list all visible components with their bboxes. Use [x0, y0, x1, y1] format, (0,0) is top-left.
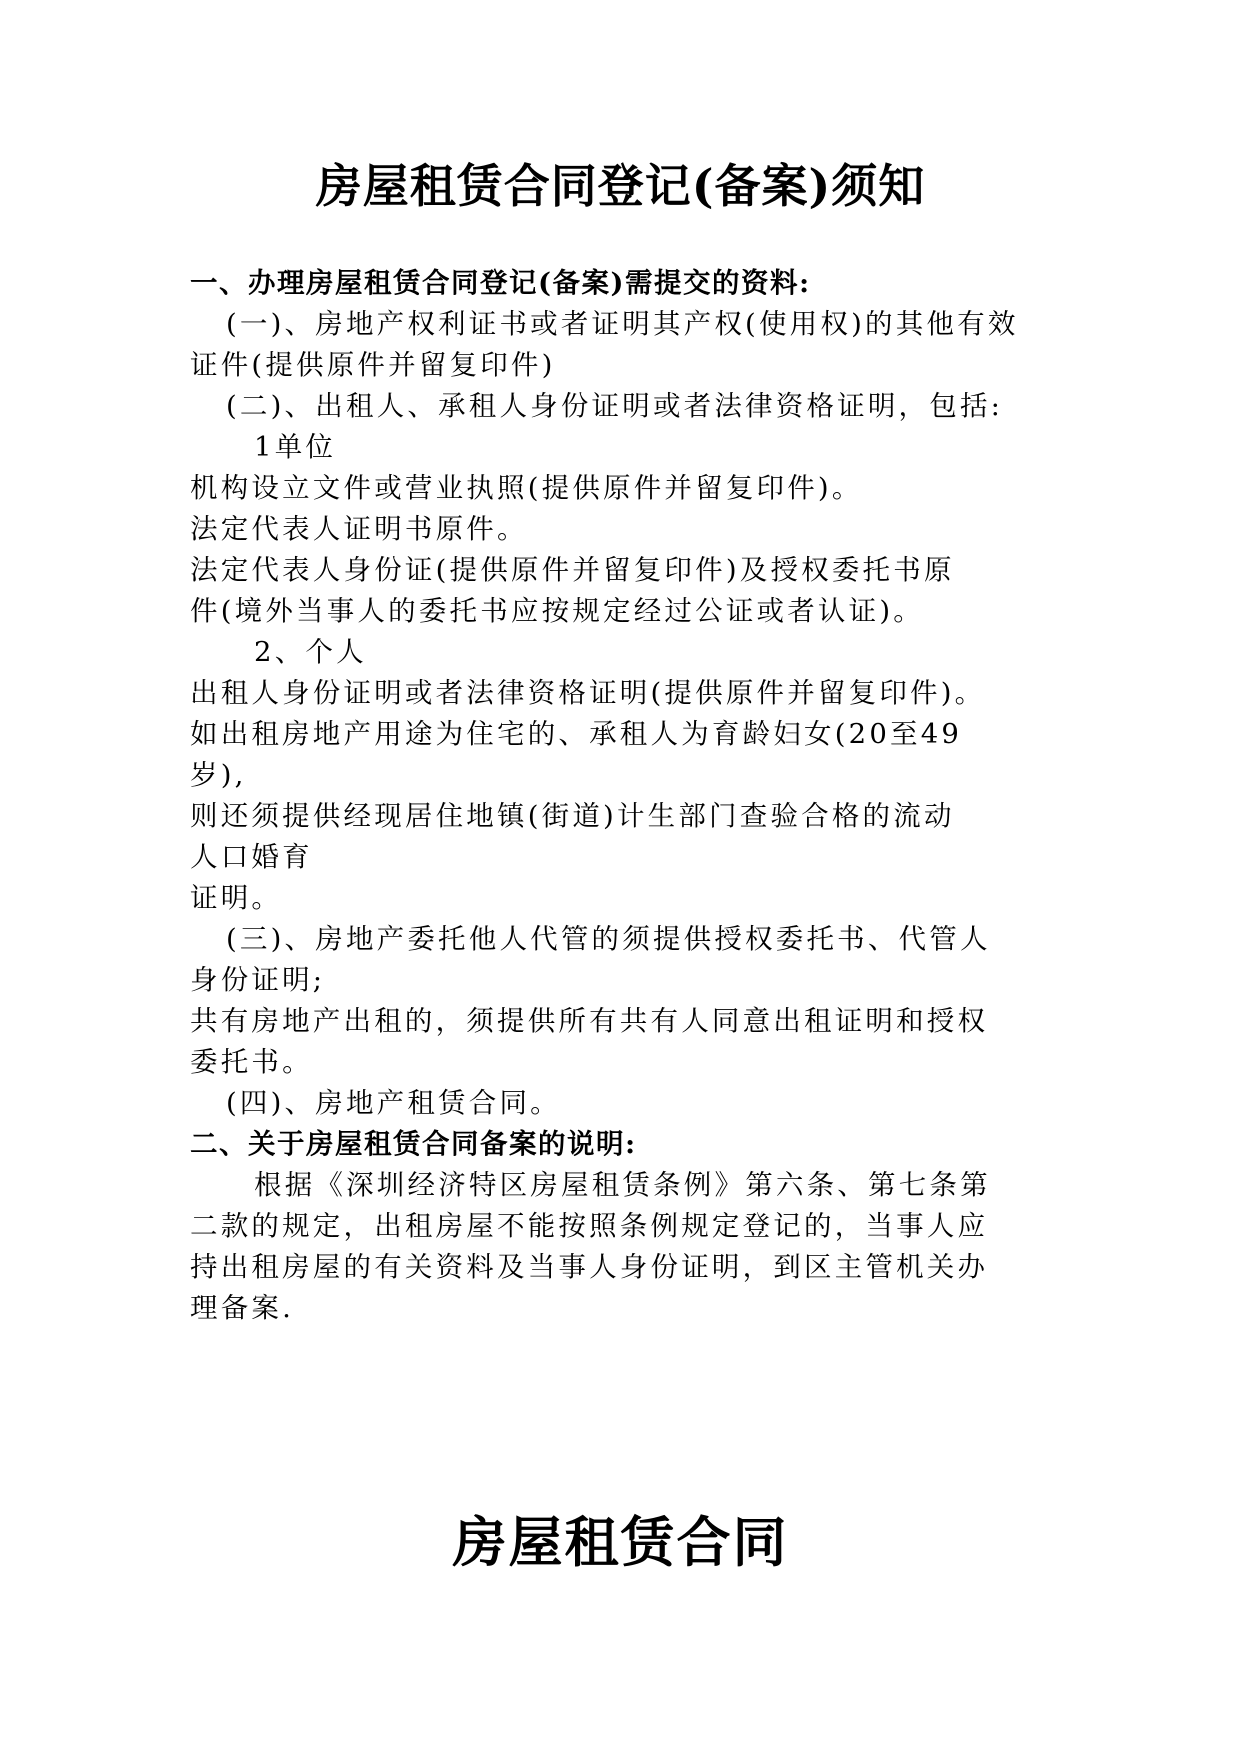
sub1-label: 1单位 [254, 431, 337, 463]
section2-para-line1: 根据《深圳经济特区房屋租赁条例》第六条、第七条第 [254, 1169, 991, 1201]
item4-line1: (四)、房地产租赁合同。 [226, 1087, 561, 1119]
sub2-line2: 如出租房地产用途为住宅的、承租人为育龄妇女(20至49 [190, 718, 963, 750]
section1-heading: 一、办理房屋租赁合同登记(备案)需提交的资料: [190, 267, 811, 299]
item3-line1: (三)、房地产委托他人代管的须提供授权委托书、代管人 [226, 923, 991, 955]
item3-line4: 委托书。 [190, 1046, 313, 1078]
sub1-line4: 件(境外当事人的委托书应按规定经过公证或者认证)。 [190, 595, 924, 627]
item3-line2: 身份证明; [190, 964, 326, 996]
section2-para-line4: 理备案. [190, 1292, 295, 1324]
sub2-line1: 出租人身份证明或者法律资格证明(提供原件并留复印件)。 [190, 677, 986, 709]
document-body [190, 263, 1052, 1329]
section2-heading: 二、关于房屋租赁合同备案的说明: [190, 1128, 637, 1160]
item3-line3: 共有房地产出租的，须提供所有共有人同意出租证明和授权 [190, 1005, 989, 1037]
page-title: 房屋租赁合同登记(备案)须知 [315, 159, 926, 213]
section2-para-line2: 二款的规定，出租房屋不能按照条例规定登记的，当事人应 [190, 1210, 989, 1242]
sub2-line4: 则还须提供经现居住地镇(街道)计生部门查验合格的流动 [190, 800, 955, 832]
contract-title: 房屋租赁合同 [452, 1510, 789, 1574]
sub2-label: 2、个人 [254, 636, 367, 668]
sub1-line1: 机构设立文件或营业执照(提供原件并留复印件)。 [190, 472, 863, 504]
sub2-line6: 证明。 [190, 882, 283, 914]
sub1-line3: 法定代表人身份证(提供原件并留复印件)及授权委托书原 [190, 554, 955, 586]
sub2-line3: 岁), [190, 759, 247, 791]
item1-line2: 证件(提供原件并留复印件) [190, 349, 556, 381]
sub1-line2: 法定代表人证明书原件。 [190, 513, 528, 545]
item1-line1: (一)、房地产权利证书或者证明其产权(使用权)的其他有效 [226, 308, 1019, 340]
sub2-line5: 人口婚育 [190, 841, 313, 873]
item2-line1: (二)、出租人、承租人身份证明或者法律资格证明，包括: [226, 390, 1004, 422]
section2-para-line3: 持出租房屋的有关资料及当事人身份证明，到区主管机关办 [190, 1251, 989, 1283]
